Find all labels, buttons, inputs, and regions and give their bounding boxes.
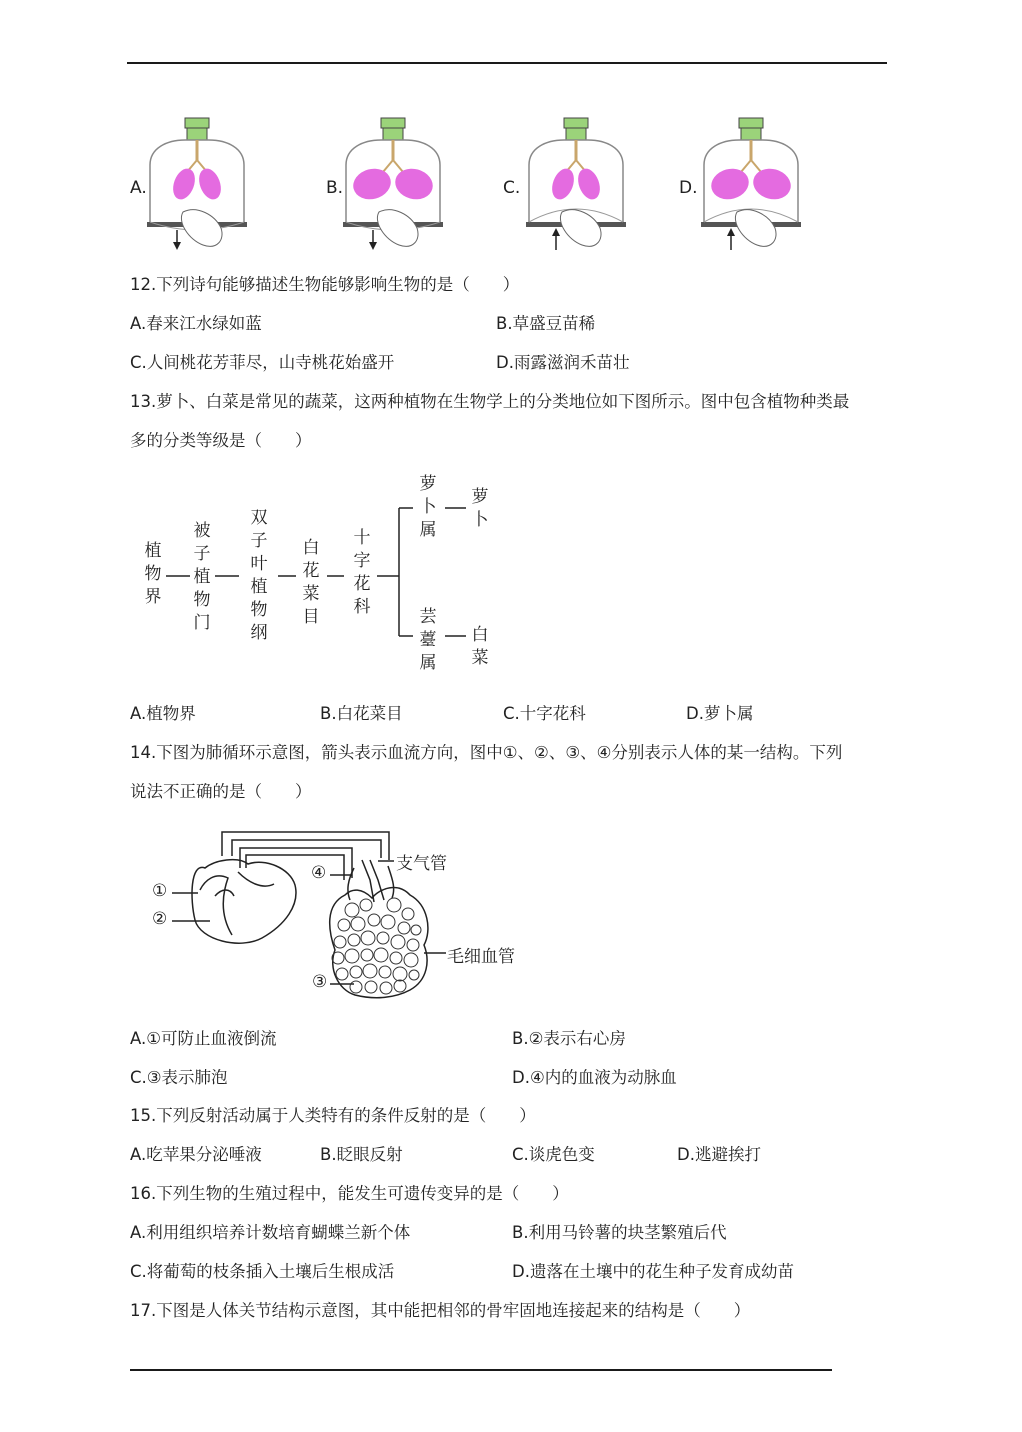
node-char: 菜 xyxy=(471,648,489,668)
node-char: 白 xyxy=(302,538,320,558)
node-char: 门 xyxy=(193,613,211,633)
node-char: 芸 xyxy=(419,607,437,627)
node-char: 子 xyxy=(193,544,211,564)
q16-option-b: B.利用马铃薯的块茎繁殖后代 xyxy=(512,1223,727,1242)
node-char: 花 xyxy=(353,574,371,594)
footer-rule xyxy=(130,1369,832,1371)
node-char: 十 xyxy=(353,528,371,548)
q11-option-c-label: C. xyxy=(503,178,521,198)
node-char: 物 xyxy=(250,600,268,620)
q16-option-c: C.将葡萄的枝条插入土壤后生根成活 xyxy=(130,1262,395,1281)
q13-option-d: D.萝卜属 xyxy=(686,704,754,723)
node-char: 萝 xyxy=(419,474,437,494)
q12-stem: 12.下列诗句能够描述生物能够影响生物的是（ ） xyxy=(130,275,520,294)
bronchus-label: 支气管 xyxy=(396,854,447,874)
node-char: 花 xyxy=(302,561,320,581)
node-char: 物 xyxy=(193,590,211,610)
node-char: 子 xyxy=(250,531,268,551)
q16-option-d: D.遗落在土壤中的花生种子发育成幼苗 xyxy=(512,1262,794,1281)
q13-stem-line2: 多的分类等级是（ ） xyxy=(130,431,312,450)
q14-stem-line2: 说法不正确的是（ ） xyxy=(130,782,312,801)
marker-1: ① xyxy=(152,881,168,901)
q15-option-c: C.谈虎色变 xyxy=(512,1145,595,1164)
q13-stem-line1: 13.萝卜、白菜是常见的蔬菜，这两种植物在生物学上的分类地位如下图所示。图中包含植物种类最 xyxy=(130,392,850,411)
q15-stem: 15.下列反射活动属于人类特有的条件反射的是（ ） xyxy=(130,1106,536,1125)
q11-option-b-label: B. xyxy=(326,178,344,198)
node-char: 植 xyxy=(250,577,268,597)
node-char: 物 xyxy=(144,564,162,584)
node-char: 属 xyxy=(419,520,437,540)
q14-option-b: B.②表示右心房 xyxy=(512,1029,626,1048)
q15-option-b: B.眨眼反射 xyxy=(320,1145,403,1164)
node-char: 双 xyxy=(250,508,268,528)
q12-option-a: A.春来江水绿如蓝 xyxy=(130,314,262,333)
q13-option-a: A.植物界 xyxy=(130,704,196,723)
node-char: 菜 xyxy=(302,584,320,604)
node-char: 卜 xyxy=(419,497,437,517)
node-char: 萝 xyxy=(471,487,489,507)
q13-option-b: B.白花菜目 xyxy=(320,704,403,723)
node-char: 卜 xyxy=(471,510,489,530)
q12-option-b: B.草盛豆苗稀 xyxy=(496,314,596,333)
node-char: 目 xyxy=(302,607,320,627)
node-char: 纲 xyxy=(250,623,268,643)
q13-option-c: C.十字花科 xyxy=(503,704,586,723)
q11-option-a-label: A. xyxy=(130,178,147,198)
q12-option-c: C.人间桃花芳菲尽，山寺桃花始盛开 xyxy=(130,353,395,372)
q15-option-d: D.逃避挨打 xyxy=(677,1145,761,1164)
node-char: 属 xyxy=(419,653,437,673)
marker-4: ④ xyxy=(311,863,327,883)
node-char: 薹 xyxy=(419,630,437,650)
node-char: 植 xyxy=(193,567,211,587)
node-char: 字 xyxy=(353,551,371,571)
q11-option-d-label: D. xyxy=(679,178,698,198)
q15-option-a: A.吃苹果分泌唾液 xyxy=(130,1145,262,1164)
capillary-label: 毛细血管 xyxy=(447,947,515,967)
q17-stem: 17.下图是人体关节结构示意图，其中能把相邻的骨牢固地连接起来的结构是（ ） xyxy=(130,1301,751,1320)
node-char: 界 xyxy=(144,587,162,607)
node-char: 科 xyxy=(353,597,371,617)
node-char: 植 xyxy=(144,541,162,561)
q14-stem-line1: 14.下图为肺循环示意图，箭头表示血流方向，图中①、②、③、④分别表示人体的某一结构。下列 xyxy=(130,743,843,762)
node-char: 白 xyxy=(471,625,489,645)
q14-option-d: D.④内的血液为动脉血 xyxy=(512,1068,677,1087)
q14-option-a: A.①可防止血液倒流 xyxy=(130,1029,277,1048)
q12-option-d: D.雨露滋润禾苗壮 xyxy=(496,353,630,372)
marker-2: ② xyxy=(152,909,168,929)
q16-stem: 16.下列生物的生殖过程中，能发生可遗传变异的是（ ） xyxy=(130,1184,569,1203)
q14-option-c: C.③表示肺泡 xyxy=(130,1068,228,1087)
node-char: 叶 xyxy=(250,554,268,574)
q16-option-a: A.利用组织培养计数培育蝴蝶兰新个体 xyxy=(130,1223,411,1242)
marker-3: ③ xyxy=(312,972,328,992)
node-char: 被 xyxy=(193,521,211,541)
